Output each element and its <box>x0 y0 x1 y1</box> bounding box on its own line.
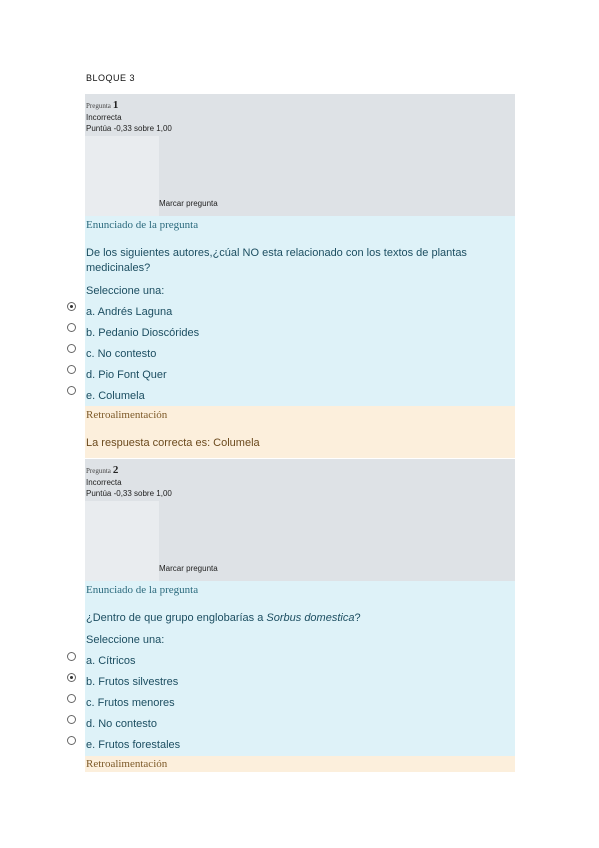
option-label[interactable]: b. Frutos silvestres <box>86 676 179 688</box>
question-grade: Puntúa -0,33 sobre 1,00 <box>86 489 172 498</box>
option-radio[interactable] <box>67 673 76 682</box>
correct-answer-text: La respuesta correcta es: Columela <box>86 437 260 449</box>
feedback-label: Retroalimentación <box>86 409 168 421</box>
question-number: 2 <box>112 464 119 476</box>
question-state: Incorrecta <box>86 113 122 122</box>
option-radio[interactable] <box>67 365 76 374</box>
option-radio[interactable] <box>67 386 76 395</box>
option-radio[interactable] <box>67 652 76 661</box>
feedback-label: Retroalimentación <box>86 758 168 770</box>
option-radio[interactable] <box>67 302 76 311</box>
option-radio[interactable] <box>67 736 76 745</box>
option-label[interactable]: e. Columela <box>86 390 145 402</box>
option-label[interactable]: a. Cítricos <box>86 655 136 667</box>
question-state: Incorrecta <box>86 478 122 487</box>
option-radio[interactable] <box>67 694 76 703</box>
flag-question-link[interactable]: Marcar pregunta <box>159 199 218 208</box>
question-1-feedback <box>85 406 515 458</box>
question-2-content <box>85 581 515 756</box>
page-title: BLOQUE 3 <box>86 73 136 83</box>
option-label[interactable]: c. No contesto <box>86 348 157 360</box>
question-number: 1 <box>112 99 119 111</box>
option-label[interactable]: a. Andrés Laguna <box>86 306 173 318</box>
question-2-feedback <box>85 756 515 772</box>
question-grade: Puntúa -0,33 sobre 1,00 <box>86 124 172 133</box>
question-text: ¿Dentro de que grupo englobarías a Sorbus domestica? <box>86 612 361 624</box>
question-1-info <box>85 94 515 216</box>
flag-area <box>85 136 159 216</box>
option-radio[interactable] <box>67 344 76 353</box>
question-2-info <box>85 459 515 581</box>
option-radio[interactable] <box>67 715 76 724</box>
question-statement-label: Enunciado de la pregunta <box>86 584 199 596</box>
question-label: Pregunta 1 <box>86 99 119 111</box>
question-text: De los siguientes autores,¿cúal NO esta relacionado con los textos de plantas medicinales? <box>86 247 467 274</box>
option-label[interactable]: d. Pio Font Quer <box>86 369 167 381</box>
flag-question-link[interactable]: Marcar pregunta <box>159 564 218 573</box>
option-label[interactable]: d. No contesto <box>86 718 157 730</box>
option-label[interactable]: b. Pedanio Dioscórides <box>86 327 200 339</box>
flag-area <box>85 501 159 581</box>
select-prompt: Seleccione una: <box>86 285 165 297</box>
question-label: Pregunta 2 <box>86 464 119 476</box>
option-label[interactable]: e. Frutos forestales <box>86 739 181 751</box>
option-label[interactable]: c. Frutos menores <box>86 697 175 709</box>
select-prompt: Seleccione una: <box>86 634 165 646</box>
question-statement-label: Enunciado de la pregunta <box>86 219 199 231</box>
question-1-content <box>85 216 515 406</box>
option-radio[interactable] <box>67 323 76 332</box>
